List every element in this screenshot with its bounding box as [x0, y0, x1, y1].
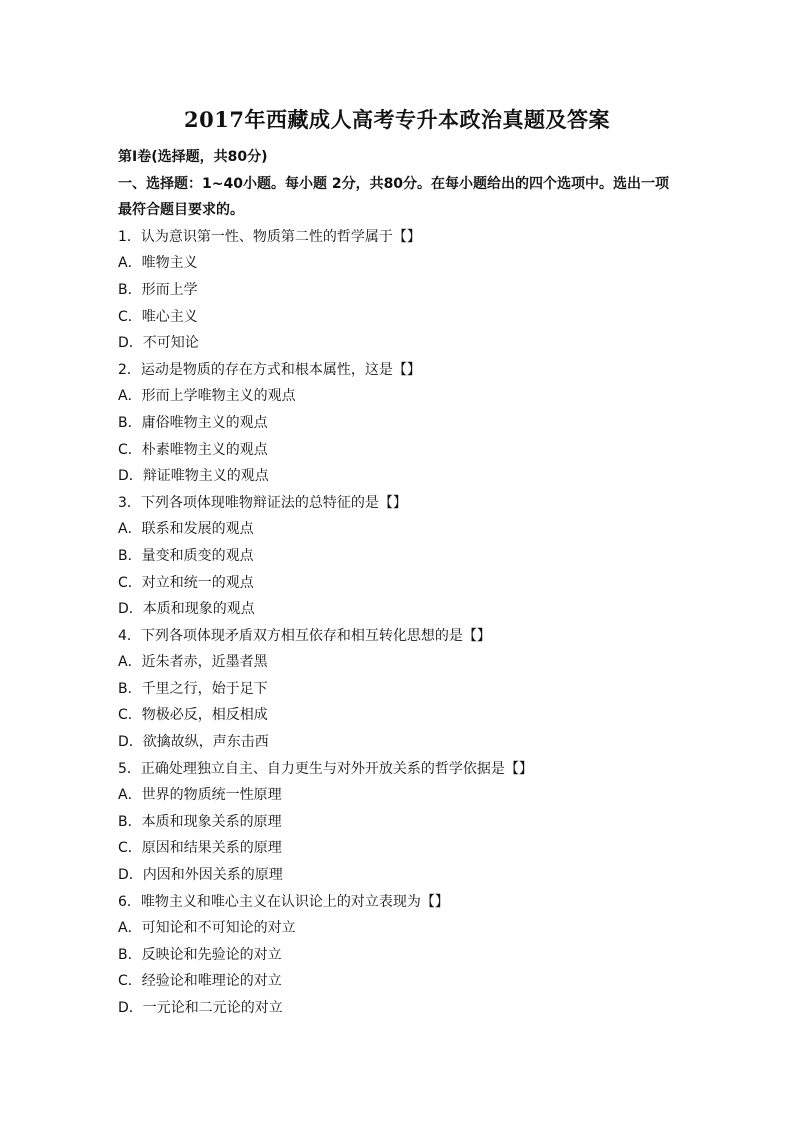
- option-b: B．反映论和先验论的对立: [118, 946, 282, 963]
- option-b: B．本质和现象关系的原理: [118, 813, 282, 830]
- option-d: D．欲擒故纵，声东击西: [118, 734, 269, 751]
- question-stem: 4．下列各项体现矛盾双方相互依存和相互转化思想的是【】: [118, 627, 491, 644]
- option-b: B．庸俗唯物主义的观点: [118, 414, 268, 431]
- option-a: A．可知论和不可知论的对立: [118, 920, 296, 937]
- question-4: [118, 623, 678, 756]
- option-c: C．对立和统一的观点: [118, 574, 254, 591]
- option-c: C．唯心主义: [118, 308, 198, 325]
- option-c: C．经验论和唯理论的对立: [118, 973, 282, 990]
- option-d: D．一元论和二元论的对立: [118, 1000, 283, 1016]
- question-stem: 6．唯物主义和唯心主义在认识论上的对立表现为【】: [118, 893, 449, 910]
- question-3: [118, 490, 678, 623]
- option-d: D．本质和现象的观点: [118, 601, 255, 618]
- question-6: [118, 889, 678, 1022]
- option-b: B．千里之行，始于足下: [118, 680, 268, 697]
- option-d: D．辩证唯物主义的观点: [118, 468, 269, 485]
- section-heading: 第I卷(选择题，共80分): [118, 149, 268, 165]
- option-b: B．量变和质变的观点: [118, 547, 254, 564]
- option-c: C．原因和结果关系的原理: [118, 840, 282, 857]
- question-stem: 2．运动是物质的存在方式和根本属性，这是【】: [118, 361, 421, 378]
- option-a: A．唯物主义: [118, 255, 198, 272]
- option-d: D．内因和外因关系的原理: [118, 867, 283, 884]
- option-a: A．世界的物质统一性原理: [118, 787, 282, 804]
- page-title: 2017年西藏成人高考专升本政治真题及答案: [184, 107, 610, 132]
- question-5: [118, 756, 678, 889]
- document-body: [118, 144, 678, 1022]
- question-2: [118, 357, 678, 490]
- option-b: B．形而上学: [118, 281, 198, 298]
- option-c: C．朴素唯物主义的观点: [118, 441, 268, 458]
- option-a: A．联系和发展的观点: [118, 521, 254, 538]
- question-stem: 3．下列各项体现唯物辩证法的总特征的是【】: [118, 494, 407, 511]
- instructions: 一、选择题：1~40小题。每小题 2分，共80分。在每小题给出的四个选项中。选出一项最符合题目要求的。: [118, 175, 670, 219]
- option-c: C．物极必反，相反相成: [118, 707, 268, 724]
- option-a: A．形而上学唯物主义的观点: [118, 388, 296, 405]
- option-d: D．不可知论: [118, 335, 199, 352]
- option-a: A．近朱者赤，近墨者黑: [118, 654, 268, 671]
- question-stem: 5．正确处理独立自主、自力更生与对外开放关系的哲学依据是【】: [118, 760, 533, 777]
- question-1: [118, 224, 678, 357]
- question-stem: 1．认为意识第一性、物质第二性的哲学属于【】: [118, 228, 421, 245]
